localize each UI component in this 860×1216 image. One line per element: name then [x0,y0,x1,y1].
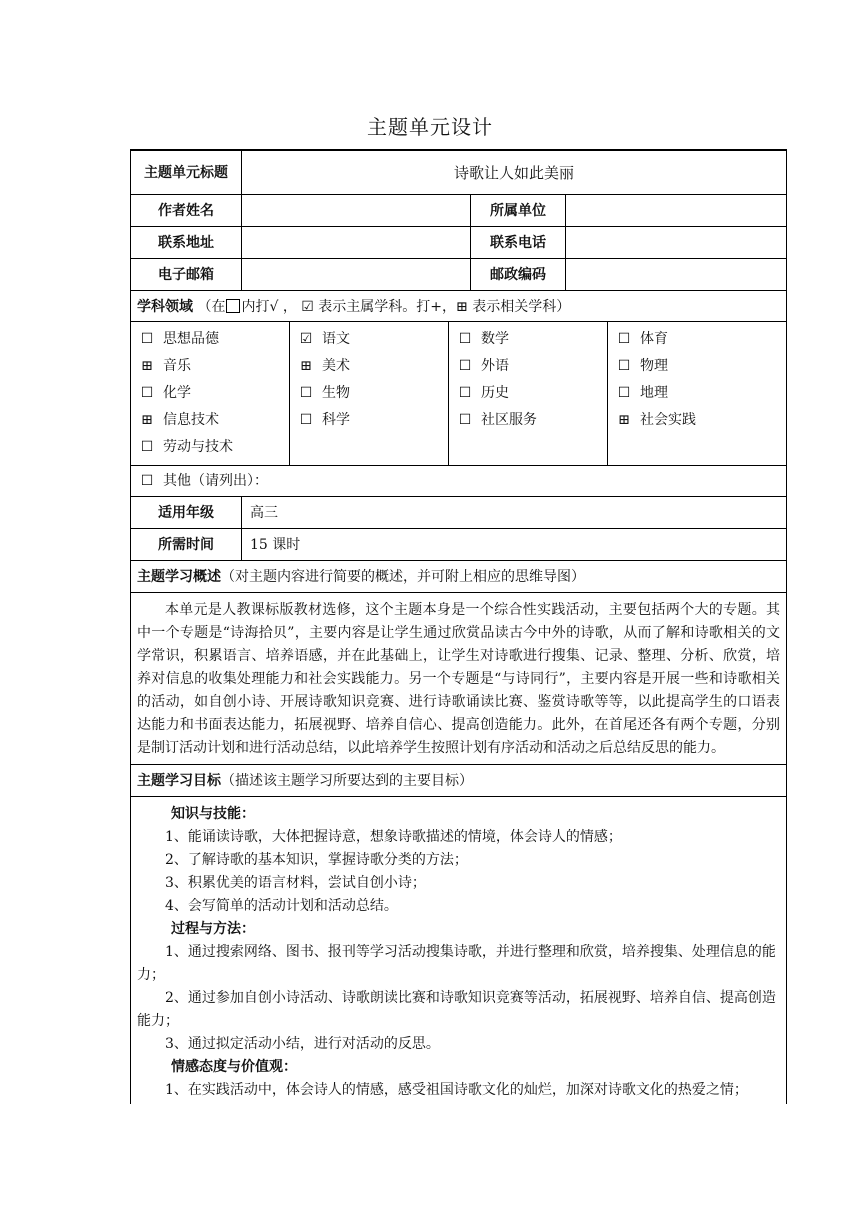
overview-heading [131,560,787,592]
process-title: 过程与方法： [171,920,255,937]
subject-label: 历史 [481,384,509,401]
grade-value: 高三 [242,496,787,528]
subject-label: 社区服务 [481,411,537,428]
subject-column [608,322,767,465]
objectives-body-cell [131,796,787,1104]
subject-checkbox-icon[interactable]: ☐ [617,357,631,374]
overview-heading-note: （对主题内容进行简要的概述，并可附上相应的思维导图） [221,569,585,585]
page-title: 主题单元设计 [367,115,493,139]
subjects-grid [131,322,786,465]
subject-label: 思想品德 [163,330,219,347]
subject-label: 美术 [322,357,350,374]
subject-option[interactable] [457,353,607,380]
subject-option[interactable] [139,434,289,461]
subject-checkbox-icon[interactable]: ☐ [458,357,472,374]
duration-value: 15 课时 [242,528,787,560]
knowledge-item: 2、了解诗歌的基本知识，掌握诗歌分类的方法； [165,851,468,868]
subject-label: 劳动与技术 [163,438,233,455]
other-subject-row[interactable] [131,465,786,496]
subject-column [290,322,449,465]
unit-value[interactable] [566,194,787,226]
subject-checkbox-icon[interactable]: ⊞ [300,357,312,374]
grade-label: 适用年级 [131,496,242,528]
overview-text: 本单元是人教课标版教材选修，这个主题本身是一个综合性实践活动，主要包括两个大的专题。其中一个专题是“诗海拾贝”，主要内容是让学生通过欣赏品读古今中外的诗歌，从而了解和诗歌相关的文学常识，积累语言、培养语感，并在此基础上，让学生对诗歌进行搜集、记录、整理、分析、欣赏，培养对信息的收集处理能力和社会实践能力。另一个专题是“与诗同行”，主要内容是开展一些和诗歌相关的活动，如自创小诗、开展诗歌知识竞赛、进行诗歌诵读比赛、鉴赏诗歌等等，以此提高学生的口语表达能力和书面表达能力，拓展视野、培养自信心、提高创造能力。此外，在首尾还各有两个专题，分别是制订活动计划和进行活动总结，以此培养学生按照计划有序活动和活动之后总结反思的能力。 [137,601,781,756]
address-value[interactable] [242,226,471,258]
zip-value[interactable] [566,258,787,290]
subject-option[interactable] [139,326,289,353]
overview-heading-title: 主题学习概述 [137,569,221,585]
subject-checkbox-icon[interactable]: ☐ [140,330,154,347]
subjects-heading-note-1: （在 [197,298,226,315]
subject-label: 数学 [481,330,509,347]
subject-checkbox-icon[interactable]: ☐ [299,384,313,401]
objectives-heading-note: （描述该主题学习所要达到的主要目标） [221,773,473,789]
form-table [130,149,787,1104]
topic-label: 主题单元标题 [131,150,242,194]
process-item: 2、通过参加自创小诗活动、诗歌朗读比赛和诗歌知识竞赛等活动，拓展视野、培养自信、提高创造能力； [137,989,776,1029]
subject-label: 社会实践 [640,411,696,428]
subject-option[interactable] [298,380,448,407]
zip-label: 邮政编码 [471,258,566,290]
attitude-item: 1、在实践活动中，体会诗人的情感，感受祖国诗歌文化的灿烂，加深对诗歌文化的热爱之情； [165,1081,748,1098]
email-value[interactable] [242,258,471,290]
subject-label: 物理 [640,357,668,374]
subject-option[interactable] [139,353,289,380]
objectives-heading-title: 主题学习目标 [137,773,221,789]
subject-checkbox-icon[interactable]: ☐ [458,330,472,347]
subject-label: 外语 [481,357,509,374]
subject-label: 生物 [322,384,350,401]
subject-checkbox-icon[interactable]: ☐ [617,330,631,347]
duration-label: 所需时间 [131,528,242,560]
attitude-title: 情感态度与价值观： [171,1058,297,1075]
knowledge-title: 知识与技能： [171,805,255,822]
subject-option[interactable] [298,326,448,353]
subject-checkbox-icon[interactable]: ☐ [617,384,631,401]
subject-option[interactable] [139,380,289,407]
subject-checkbox-icon[interactable]: ⊞ [141,411,153,428]
subject-column [131,322,290,465]
overview-body-cell [131,592,787,764]
phone-label: 联系电话 [471,226,566,258]
unit-label: 所属单位 [471,194,566,226]
subject-option[interactable] [457,380,607,407]
subject-label: 化学 [163,384,191,401]
subjects-grid-cell [131,321,787,496]
subject-option[interactable] [298,407,448,434]
subject-label: 音乐 [163,357,191,374]
other-checkbox-icon[interactable]: ☐ [140,472,154,489]
subject-label: 体育 [640,330,668,347]
subject-label: 信息技术 [163,411,219,428]
subject-option[interactable] [616,353,767,380]
subject-option[interactable] [616,326,767,353]
overview-body [131,593,786,764]
objectives-heading [131,764,787,796]
subject-option[interactable] [139,407,289,434]
knowledge-item: 3、积累优美的语言材料，尝试自创小诗； [165,874,426,891]
subject-option[interactable] [457,326,607,353]
knowledge-item: 1、能诵读诗歌，大体把握诗意，想象诗歌描述的情境，体会诗人的情感； [165,828,622,845]
subject-option[interactable] [457,407,607,434]
subjects-heading-note-3: ☑ 表示主属学科。打+，⊞ 表示相关学科） [301,298,571,315]
subjects-heading-note-2: 内打√ ， [241,298,297,315]
subject-checkbox-icon[interactable]: ☐ [458,411,472,428]
checkbox-legend-icon [226,299,240,313]
topic-value: 诗歌让人如此美丽 [242,150,787,194]
subject-checkbox-icon[interactable]: ⊞ [618,411,630,428]
subject-option[interactable] [616,407,767,434]
other-subject-label: 其他（请列出）： [163,472,268,489]
author-value[interactable] [242,194,471,226]
subject-option[interactable] [616,380,767,407]
subjects-heading [131,290,787,321]
subject-label: 语文 [322,330,350,347]
subject-checkbox-icon[interactable]: ⊞ [141,357,153,374]
subject-checkbox-icon[interactable]: ☐ [299,411,313,428]
design-form [130,149,786,1104]
subjects-heading-title: 学科领域 [137,298,193,315]
process-item: 1、通过搜索网络、图书、报刊等学习活动搜集诗歌，并进行整理和欣赏，培养搜集、处理信息的能力； [137,943,776,983]
objectives-body [131,797,786,1104]
subject-label: 地理 [640,384,668,401]
subject-checkbox-icon[interactable]: ☑ [299,330,313,347]
subject-column [449,322,608,465]
subject-option[interactable] [298,353,448,380]
subject-checkbox-icon[interactable]: ☐ [458,384,472,401]
subject-checkbox-icon[interactable]: ☐ [140,384,154,401]
email-label: 电子邮箱 [131,258,242,290]
author-label: 作者姓名 [131,194,242,226]
process-item: 3、通过拟定活动小结，进行对活动的反思。 [165,1035,440,1052]
phone-value[interactable] [566,226,787,258]
subject-checkbox-icon[interactable]: ☐ [140,438,154,455]
subject-label: 科学 [322,411,350,428]
address-label: 联系地址 [131,226,242,258]
knowledge-item: 4、会写简单的活动计划和活动总结。 [165,897,398,914]
